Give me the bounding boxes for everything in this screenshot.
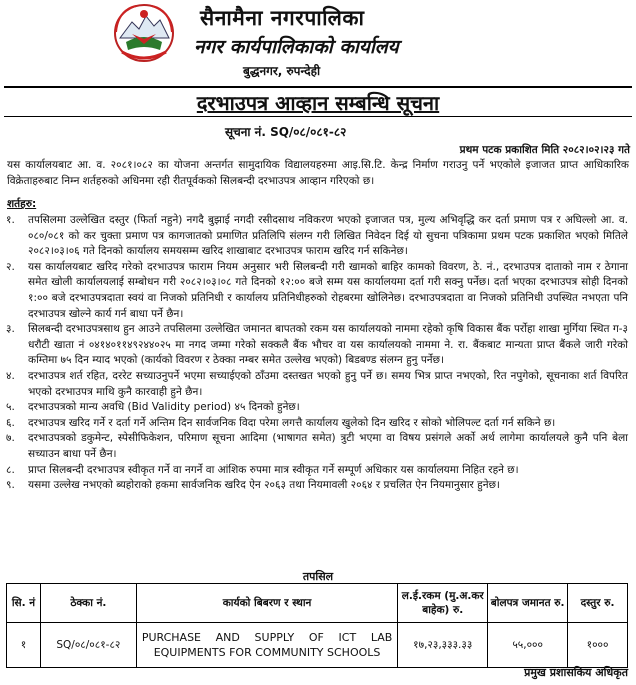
conditions-list	[6, 213, 628, 494]
schedule-table	[6, 583, 628, 668]
condition-number: ४.	[6, 369, 15, 382]
nepal-government-emblem	[112, 2, 176, 64]
condition-number: ३.	[6, 323, 15, 336]
cell-sn: १	[7, 623, 41, 668]
cell-fee: १०००	[568, 623, 628, 668]
office-location: बुद्धनगर, रुपन्देही	[243, 64, 321, 78]
condition-text: दरभाउपत्रको मान्य अवधि (Bid Validity period) ४५ दिनको हुनेछ।	[28, 401, 300, 414]
column-header-fee: दस्तुर रु.	[568, 584, 628, 623]
conditions-heading: शर्तहरु:	[7, 198, 37, 210]
column-header-work: कार्यको बिबरण र स्थान	[136, 584, 397, 623]
condition-number: २.	[6, 260, 15, 273]
table-header-row	[7, 584, 628, 623]
condition-text: प्राप्त सिलबन्दी दरभाउपत्र स्वीकृत गर्ने वा नगर्ने वा आंशिक रुपमा मात्र स्वीकृत गर्ने सम्पूर्ण अधिकार यस कार्यालयमा निहित रहने छ।	[28, 463, 519, 476]
condition-item	[6, 478, 628, 494]
table-row	[7, 623, 628, 668]
cell-work: PURCHASE AND SUPPLY OF ICT LAB EQUIPMENTS FOR COMMUNITY SCHOOLS	[136, 623, 397, 668]
condition-number: ९.	[6, 479, 15, 492]
condition-number: ७.	[6, 432, 15, 445]
notice-number: सूचना नं. SQ/०८/०८१-८२	[225, 125, 347, 139]
first-published-date: प्रथम पटक प्रकाशित मिति २०८२।०२।२३ गते	[459, 144, 630, 156]
condition-text: यसमा उल्लेख नभएको ब्यहोराको हकमा सार्वजनिक खरिद ऐन २०६३ तथा नियमावली २०६४ र प्रचलित ऐन नियमानुसार हुनेछ।	[28, 479, 500, 492]
condition-number: ६.	[6, 416, 15, 429]
condition-number: ८.	[6, 463, 15, 476]
condition-number: १.	[6, 214, 15, 226]
cell-estimate: १७,२३,३३३.३३	[398, 623, 488, 668]
condition-text: तपसिलमा उल्लेखित दस्तुर (फिर्ता नहुने) नगदै बुझाई नगदी रसीदसाथ नविकरण भएको इजाजत पत्र, मुल्य अभिवृद्धि कर दर्ता प्रमाण पत्र र अघिल्लो आ. व. ०८०/०८१ को कर चुक्ता प्रमाण पत्र कागजातको प्रमाणित प्रतिलिपि संलग्न गरी लिखित निवेदन दिई यो सुचना पत्रिकामा प्रथम पटक प्रकाशित भएको मितिले २०८२।०३।०६ गते दिनको कार्यालय समयसम्म खरिद शाखाबाट दरभाउपत्र फाराम खरिद गर्न सकिनेछ।	[28, 214, 628, 258]
column-header-sn: सि. नं	[7, 584, 41, 623]
condition-text: यस कार्यालयबाट खरिद गरेको दरभाउपत्र फाराम नियम अनुसार भरी सिलबन्दी गरी खामको बाहिर कामको विवरण, ठे. नं., दरभाउपत्र दाताको नाम र ठेगाना समेत खोली कार्यालयलाई सम्बोधन गरी २०८२।०३।०८ गते दिनको १२:०० बजे सम्म यस कार्यालयमा दर्ता गरी सक्नु पर्नेछ। दर्ता भएका दरभाउपत्र सोही दिनको १:०० बजे दरभाउपत्रदाता स्वयं वा निजको प्रतिनिधी र कार्यालय प्रतिनिधीहरुको रोहबरमा खोलिनेछ। दरभाउपत्रदाता वा निजको प्रतिनिधी उपस्थित नभएता पनि दरभाउपत्र खोल्ने कार्य गर्न बाधा पर्ने छैन।	[28, 260, 628, 320]
column-header-contract-no: ठेक्का नं.	[40, 584, 136, 623]
condition-item	[6, 416, 628, 432]
column-header-security: बोलपत्र जमानत रु.	[488, 584, 568, 623]
condition-text: दरभाउपत्र खरिद गर्ने र दर्ता गर्ने अन्तिम दिन सार्वजनिक विदा परेमा लगत्तै कार्यालय खुलेको दिन खरिद र सोको भोलिपल्ट दर्ता गर्न सकिने छ।	[28, 416, 556, 429]
cell-contract-no: SQ/०८/०८१-८२	[40, 623, 136, 668]
condition-item	[6, 431, 628, 462]
title-band	[4, 88, 632, 117]
condition-item	[6, 260, 628, 322]
notice-title: दरभाउपत्र आव्हान सम्बन्धि सूचना	[196, 91, 440, 115]
condition-item	[6, 213, 628, 260]
signoff-officer: प्रमुख प्रशासकिय अधिकृत	[524, 666, 628, 679]
column-header-estimate: ल.ई.रकम (मु.अ.कर बाहेक) रु.	[398, 584, 488, 623]
intro-paragraph: यस कार्यालयबाट आ. व. २०८१।०८२ का योजना अन्तर्गत सामुदायिक विद्यालयहरुमा आइ.सि.टि. केन्द्र निर्माण गराउनु पर्ने भएकोले इजाजत प्राप्त आधिकारिक विक्रेताहरुबाट निम्न शर्तहरुको अधिनमा रही रीतपूर्वकको सिलबन्दी दरभाउपत्र आव्हान गरिएको छ।	[7, 159, 629, 187]
condition-text: सिलबन्दी दरभाउपत्रसाथ हुन आउने तपसिलमा उल्लेखित जमानत बापतको रकम यस कार्यालयको नाममा रहेको कृषि विकास बैंक पर्रोहा शाखा मुर्गिया स्थित ग-३ धरौटी खाता नं ०४१४०११४९२४४०२५ मा नगद जम्मा गरेको सक्कलै बैंक भौचर वा यस कार्यालयको नाममा ने. रा. बैंकबाट मान्यता प्राप्त बैंकले जारी गरेको कम्तिमा ७५ दिन म्याद भएको (कार्यको विवरण र ठेक्का नम्बर समेत उल्लेख भएको) बिडबण्ड संलग्न हुनु पर्नेछ।	[28, 323, 628, 367]
condition-text: दरभाउपत्र शर्त रहित, दररेट सच्याउनुपर्ने भएमा सच्याईएको ठाँउमा दस्तखत भएको हुनु पर्ने छ। समय भित्र प्राप्त नभएको, रित नपुगेको, सूचनाका शर्त विपरित भएको दरभाउपत्र माथि कुनै कारवाही हुने छैन।	[28, 369, 628, 398]
condition-item	[6, 322, 628, 369]
cell-security: ५५,०००	[488, 623, 568, 668]
condition-item	[6, 369, 628, 400]
condition-text: दरभाउपत्रको डकुमेन्ट, स्पेसीफिकेशन, परिमाण सूचना आदिमा (भाषागत समेत) त्रुटी भएमा वा विषय प्रसंगले अर्को अर्थ लागेमा कार्यालयले कुनै पनि बेला सच्याउन बाधा पर्ने छैन।	[28, 432, 628, 460]
condition-number: ५.	[6, 401, 15, 414]
schedule-title: तपसिल	[302, 570, 334, 583]
condition-item	[6, 400, 628, 416]
condition-item	[6, 463, 628, 479]
office-name: नगर कार्यपालिकाको कार्यालय	[194, 36, 399, 58]
municipality-name: सैनामैना नगरपालिका	[200, 6, 365, 30]
